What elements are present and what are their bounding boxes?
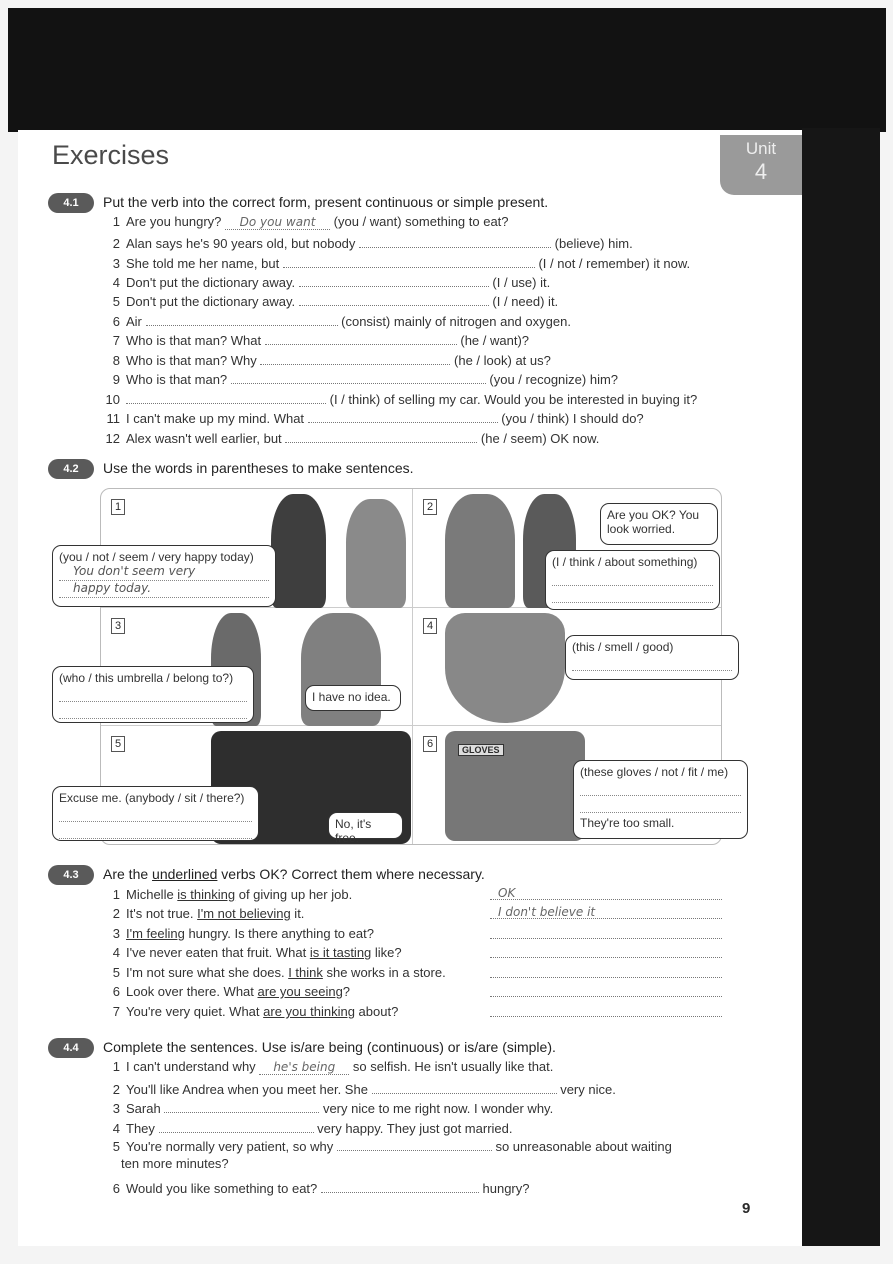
item-text: Alan says he's 90 years old, but nobody (126, 236, 356, 251)
page-number: 9 (742, 1200, 751, 1217)
answer-line[interactable] (59, 702, 247, 719)
item-hint: (I / need) it. (492, 294, 559, 309)
item-number: 1 (112, 887, 120, 902)
item-number: 2 (112, 1082, 120, 1097)
item-text: Would you like something to eat? (126, 1181, 318, 1196)
exercise-item (98, 965, 446, 980)
exercise-badge-4-2: 4.2 (48, 459, 94, 479)
item-text: I've never eaten that fruit. What (126, 945, 310, 960)
woman-figure (271, 494, 326, 608)
unit-number: 4 (754, 159, 768, 184)
answer-blank[interactable] (126, 389, 326, 404)
exercise-item (98, 1079, 616, 1097)
item-number: 7 (112, 1004, 120, 1019)
exercise-item (98, 272, 550, 290)
bubble-prompt: (you / not / seem / very happy today) (59, 550, 254, 564)
panel-number: 3 (111, 618, 125, 634)
exercise-item (98, 984, 350, 999)
item-number: 10 (105, 392, 120, 407)
item-number: 5 (112, 1139, 120, 1154)
item-text: about? (354, 1004, 399, 1019)
answer-blank[interactable] (285, 428, 477, 443)
item-number: 6 (112, 984, 120, 999)
answer-line[interactable] (552, 586, 713, 603)
bubble-prompt: (who / this umbrella / belong to?) (59, 671, 234, 685)
item-text: You're very quiet. What (126, 1004, 264, 1019)
item-text: Don't put the dictionary away. (126, 294, 296, 309)
exercise-badge-4-1: 4.1 (48, 193, 94, 213)
answer-blank[interactable] (146, 311, 338, 326)
gloves-sign: GLOVES (458, 744, 504, 756)
answer-line[interactable] (59, 805, 252, 822)
item-hint: (he / look) at us? (454, 353, 551, 368)
item-number: 11 (106, 411, 120, 426)
item-number: 2 (112, 236, 120, 251)
item-number: 9 (112, 372, 120, 387)
panel-number: 1 (111, 499, 125, 515)
answer-blank[interactable] (299, 272, 489, 287)
item-hint: (you / want) something to eat? (333, 214, 509, 229)
item-text: Are you hungry? (126, 214, 222, 229)
item-number: 1 (112, 1059, 120, 1074)
answer-blank[interactable] (159, 1118, 314, 1133)
answer-blank[interactable] (260, 350, 450, 365)
item-number: 5 (112, 294, 120, 309)
exercise-item (98, 350, 551, 368)
item-text: she works in a store. (322, 965, 446, 980)
exercise-item (98, 428, 599, 446)
underlined-verb: are you thinking (263, 1004, 355, 1019)
item-number: 4 (112, 275, 120, 290)
item-hint: (you / recognize) him? (489, 372, 619, 387)
exercise-item (98, 1118, 513, 1136)
answer-blank[interactable] (308, 408, 498, 423)
answer-line[interactable] (59, 822, 252, 839)
item-text: like? (371, 945, 402, 960)
item-hint: (I / use) it. (492, 275, 551, 290)
speech-bubble-panel-2 (545, 550, 720, 610)
speech-bubble-panel-6 (573, 760, 748, 839)
man-figure (445, 494, 515, 608)
unit-tab (720, 135, 802, 195)
speech-bubble-panel-2-woman: Are you OK? You look worried. (600, 503, 718, 545)
speech-bubble-panel-5 (52, 786, 259, 841)
bubble-prompt: (these gloves / not / fit / me) (580, 765, 729, 779)
instruction-text: verbs OK? Correct them where necessary. (217, 866, 485, 882)
woman-figure (346, 499, 406, 608)
item-text: She told me her name, but (126, 256, 280, 271)
item-text: You'll like Andrea when you meet her. She (126, 1082, 368, 1097)
item-number: 5 (112, 965, 120, 980)
exercise-instruction-4-2: Use the words in parentheses to make sentences. (103, 460, 414, 476)
exercise-item (98, 1178, 530, 1196)
page-title: Exercises (52, 140, 170, 170)
item-number: 3 (112, 926, 120, 941)
item-hint: (he / want)? (460, 333, 530, 348)
item-number: 2 (112, 906, 120, 921)
item-text: Look over there. What (126, 984, 258, 999)
item-number: 12 (105, 431, 120, 446)
instruction-underlined: underlined (152, 866, 218, 882)
exercise-item (98, 389, 697, 407)
speech-bubble-panel-5-reply: No, it's free. (328, 812, 403, 839)
underlined-verb: I'm feeling (126, 926, 185, 941)
exercise-item (98, 311, 571, 329)
item-text: Air (126, 314, 142, 329)
item-hint: (you / think) I should do? (501, 411, 644, 426)
item-text: I'm not sure what she does. (126, 965, 289, 980)
item-number: 8 (112, 353, 120, 368)
item-hint: so unreasonable about waiting (495, 1139, 672, 1154)
underlined-verb: I think (288, 965, 323, 980)
answer-blank[interactable] (299, 291, 489, 306)
answer-blank[interactable] (283, 253, 535, 268)
underlined-verb: are you seeing (257, 984, 343, 999)
answer-blank[interactable] (490, 964, 722, 978)
item-hint: (consist) mainly of nitrogen and oxygen. (341, 314, 571, 329)
scan-top-dark-band (8, 8, 886, 132)
item-hint: very nice. (560, 1082, 616, 1097)
item-text: hungry. Is there anything to eat? (184, 926, 374, 941)
item-number: 1 (112, 214, 120, 229)
item-hint: (he / seem) OK now. (480, 431, 600, 446)
answer-blank[interactable] (490, 944, 722, 958)
item-text: Who is that man? (126, 372, 228, 387)
item-hint: (I / not / remember) it now. (538, 256, 691, 271)
scan-right-dark-band (802, 128, 880, 1246)
bubble-prompt: Excuse me. (anybody / sit / there?) (59, 791, 245, 805)
item-hint: very nice to me right now. I wonder why. (322, 1101, 554, 1116)
answer-blank[interactable] (490, 925, 722, 939)
bubble-prompt: (I / think / about something) (552, 555, 698, 569)
exercise-item (98, 214, 509, 230)
exercise-item (98, 1098, 553, 1116)
item-text: it. (290, 906, 305, 921)
exercise-item (98, 408, 644, 426)
answer-blank[interactable] (321, 1178, 479, 1193)
item-text: I can't make up my mind. What (126, 411, 305, 426)
speech-bubble-panel-1 (52, 545, 276, 607)
underlined-verb: is thinking (177, 887, 236, 902)
item-text: of giving up her job. (235, 887, 353, 902)
answer-line[interactable] (572, 654, 732, 671)
item-number: 7 (112, 333, 120, 348)
item-text: I can't understand why (126, 1059, 256, 1074)
exercise-item (98, 887, 352, 902)
item-hint: very happy. They just got married. (317, 1121, 513, 1136)
answer-blank[interactable] (231, 369, 486, 384)
exercise-instruction-4-1: Put the verb into the correct form, present continuous or simple present. (103, 194, 549, 210)
underlined-verb: I'm not believing (197, 906, 291, 921)
answer-blank[interactable]: he's being (259, 1060, 349, 1075)
item-number: 6 (112, 314, 120, 329)
item-number: 3 (112, 1101, 120, 1116)
unit-label: Unit (745, 139, 777, 158)
panel-number: 5 (111, 736, 125, 752)
answer-blank[interactable]: OK (490, 886, 722, 900)
answer-blank[interactable] (490, 1003, 722, 1017)
answer-blank[interactable]: I don't believe it (490, 905, 722, 919)
item-text: You're normally very patient, so why (126, 1139, 334, 1154)
exercise-item (98, 291, 558, 309)
item-text: It's not true. (126, 906, 198, 921)
exercise-item (98, 1059, 553, 1075)
answer-blank[interactable] (265, 330, 457, 345)
answer-blank[interactable] (490, 983, 722, 997)
answer-blank[interactable] (164, 1098, 319, 1113)
exercise-item (98, 233, 633, 251)
item-hint: hungry? (482, 1181, 530, 1196)
speech-bubble-panel-3-reply: I have no idea. (305, 685, 401, 711)
speech-bubble-panel-4 (565, 635, 739, 680)
exercise-item (98, 253, 690, 271)
item-text: Alex wasn't well earlier, but (126, 431, 282, 446)
answer-line[interactable] (580, 796, 741, 813)
exercise-badge-4-4: 4.4 (48, 1038, 94, 1058)
answer-line[interactable] (580, 779, 741, 796)
item-hint: so selfish. He isn't usually like that. (352, 1059, 554, 1074)
answer-line[interactable]: You don't seem very (59, 564, 269, 581)
item-continuation: ten more minutes? (121, 1156, 229, 1171)
answer-line[interactable]: happy today. (59, 581, 269, 598)
panel-number: 2 (423, 499, 437, 515)
item-text: Who is that man? Why (126, 353, 257, 368)
exercise-item (98, 1136, 672, 1154)
exercise-item (98, 906, 304, 921)
exercise-item (98, 369, 618, 387)
item-text: They (126, 1121, 155, 1136)
exercise-instruction-4-3 (103, 866, 485, 882)
underlined-verb: is it tasting (309, 945, 372, 960)
exercise-item (98, 926, 374, 941)
answer-line[interactable] (59, 685, 247, 702)
exercise-item (98, 1004, 398, 1019)
panel-number: 4 (423, 618, 437, 634)
speech-bubble-panel-3 (52, 666, 254, 723)
answer-blank[interactable] (359, 233, 551, 248)
instruction-text: Are the (103, 866, 153, 882)
exercise-item (98, 330, 529, 348)
item-number: 4 (112, 945, 120, 960)
exercise-item (98, 945, 402, 960)
item-text: Sarah (126, 1101, 161, 1116)
item-number: 3 (112, 256, 120, 271)
item-number: 6 (112, 1181, 120, 1196)
item-text: ? (342, 984, 351, 999)
man-eating-figure (445, 613, 565, 723)
item-hint: (believe) him. (554, 236, 633, 251)
answer-blank[interactable] (372, 1079, 557, 1094)
bubble-prompt: (this / smell / good) (572, 640, 674, 654)
answer-blank[interactable] (337, 1136, 492, 1151)
exercise-badge-4-3: 4.3 (48, 865, 94, 885)
item-text: Michelle (126, 887, 178, 902)
item-text: Don't put the dictionary away. (126, 275, 296, 290)
answer-blank[interactable]: Do you want (225, 215, 330, 230)
panel-number: 6 (423, 736, 437, 752)
bubble-reply: They're too small. (580, 816, 675, 830)
exercise-instruction-4-4: Complete the sentences. Use is/are being (continuous) or is/are (simple). (103, 1039, 556, 1055)
answer-line[interactable] (552, 569, 713, 586)
item-number: 4 (112, 1121, 120, 1136)
item-hint: (I / think) of selling my car. Would you be interested in buying it? (329, 392, 698, 407)
item-text: Who is that man? What (126, 333, 262, 348)
